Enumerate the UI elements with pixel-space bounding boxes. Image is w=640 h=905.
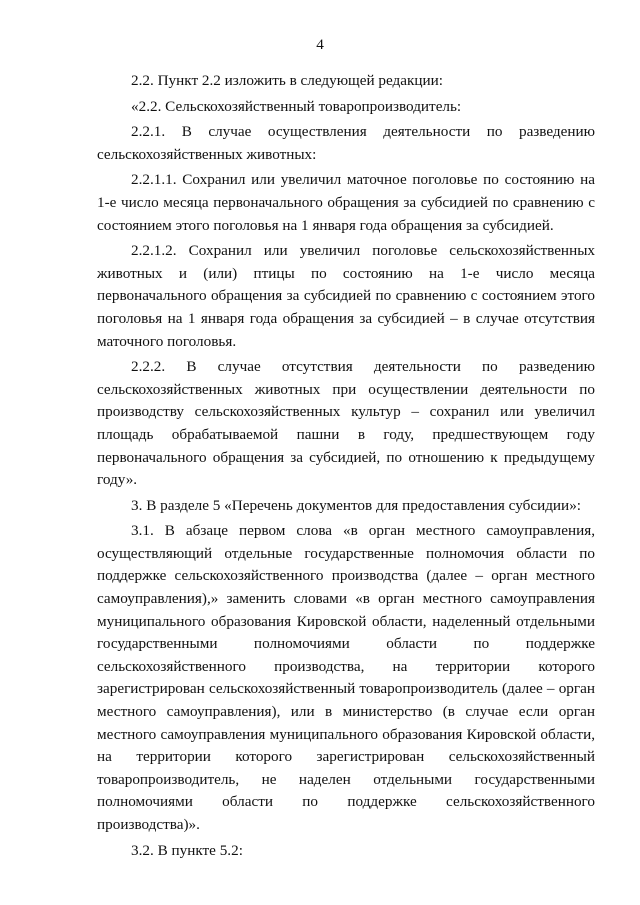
paragraph-2-2-1-2: 2.2.1.2. Сохранил или увеличил поголовье сельскохозяйственных животных и (или) птицы по состоянию на 1-е число месяца первоначального обращения за субсидией по сравнению с состоянием этого поголовья на 1 января года обращения за субсидией – в случае отсутствия маточного поголовья.	[97, 242, 595, 350]
paragraph-2-2-1-1: 2.2.1.1. Сохранил или увеличил маточное поголовье по состоянию на 1-е число месяца первоначального обращения за субсидией по сравнению с состоянием этого поголовья на 1 января года обращения за субсидией.	[97, 171, 595, 234]
paragraph-2-2-heading: «2.2. Сельскохозяйственный товаропроизводитель:	[131, 97, 462, 115]
page-number: 4	[316, 36, 324, 53]
paragraph-3: 3. В разделе 5 «Перечень документов для предоставления субсидии»:	[131, 496, 582, 514]
paragraph-2-2-2: 2.2.2. В случае отсутствия деятельности по разведению сельскохозяйственных животных при осуществлении деятельности по производству сельскохозяйственных культур – сохранил или увеличил площадь обрабатываемой пашни в году, предшествующем году первоначального обращения за субсидией, по отношению к предыдущему году».	[97, 358, 595, 489]
paragraph-2-2-intro: 2.2. Пункт 2.2 изложить в следующей редакции:	[131, 72, 444, 89]
paragraph-3-1: 3.1. В абзаце первом слова «в орган местного самоуправления, осуществляющий отдельные государственные полномочия области по поддержке сельскохозяйственного производства (далее – орган местного самоуправления),» заменить словами «в орган местного самоуправления муниципального образования Кировской области, наделенный отдельными государственными полномочиями области по поддержке сельскохозяйственного производства, на территории которого зарегистрирован сельскохозяйственный товаропроизводитель (далее – орган местного самоуправления), или в министерство (в случае если орган местного самоуправления муниципального образования Кировской области, на территории которого зарегистрирован сельскохозяйственный товаропроизводитель, не наделен отдельными государственными полномочиями области по поддержке сельскохозяйственного производства)».	[97, 522, 595, 833]
paragraph-2-2-1: 2.2.1. В случае осуществления деятельности по разведению сельскохозяйственных животных:	[97, 123, 595, 163]
paragraph-3-2: 3.2. В пункте 5.2:	[131, 841, 243, 859]
document-body	[97, 70, 595, 862]
